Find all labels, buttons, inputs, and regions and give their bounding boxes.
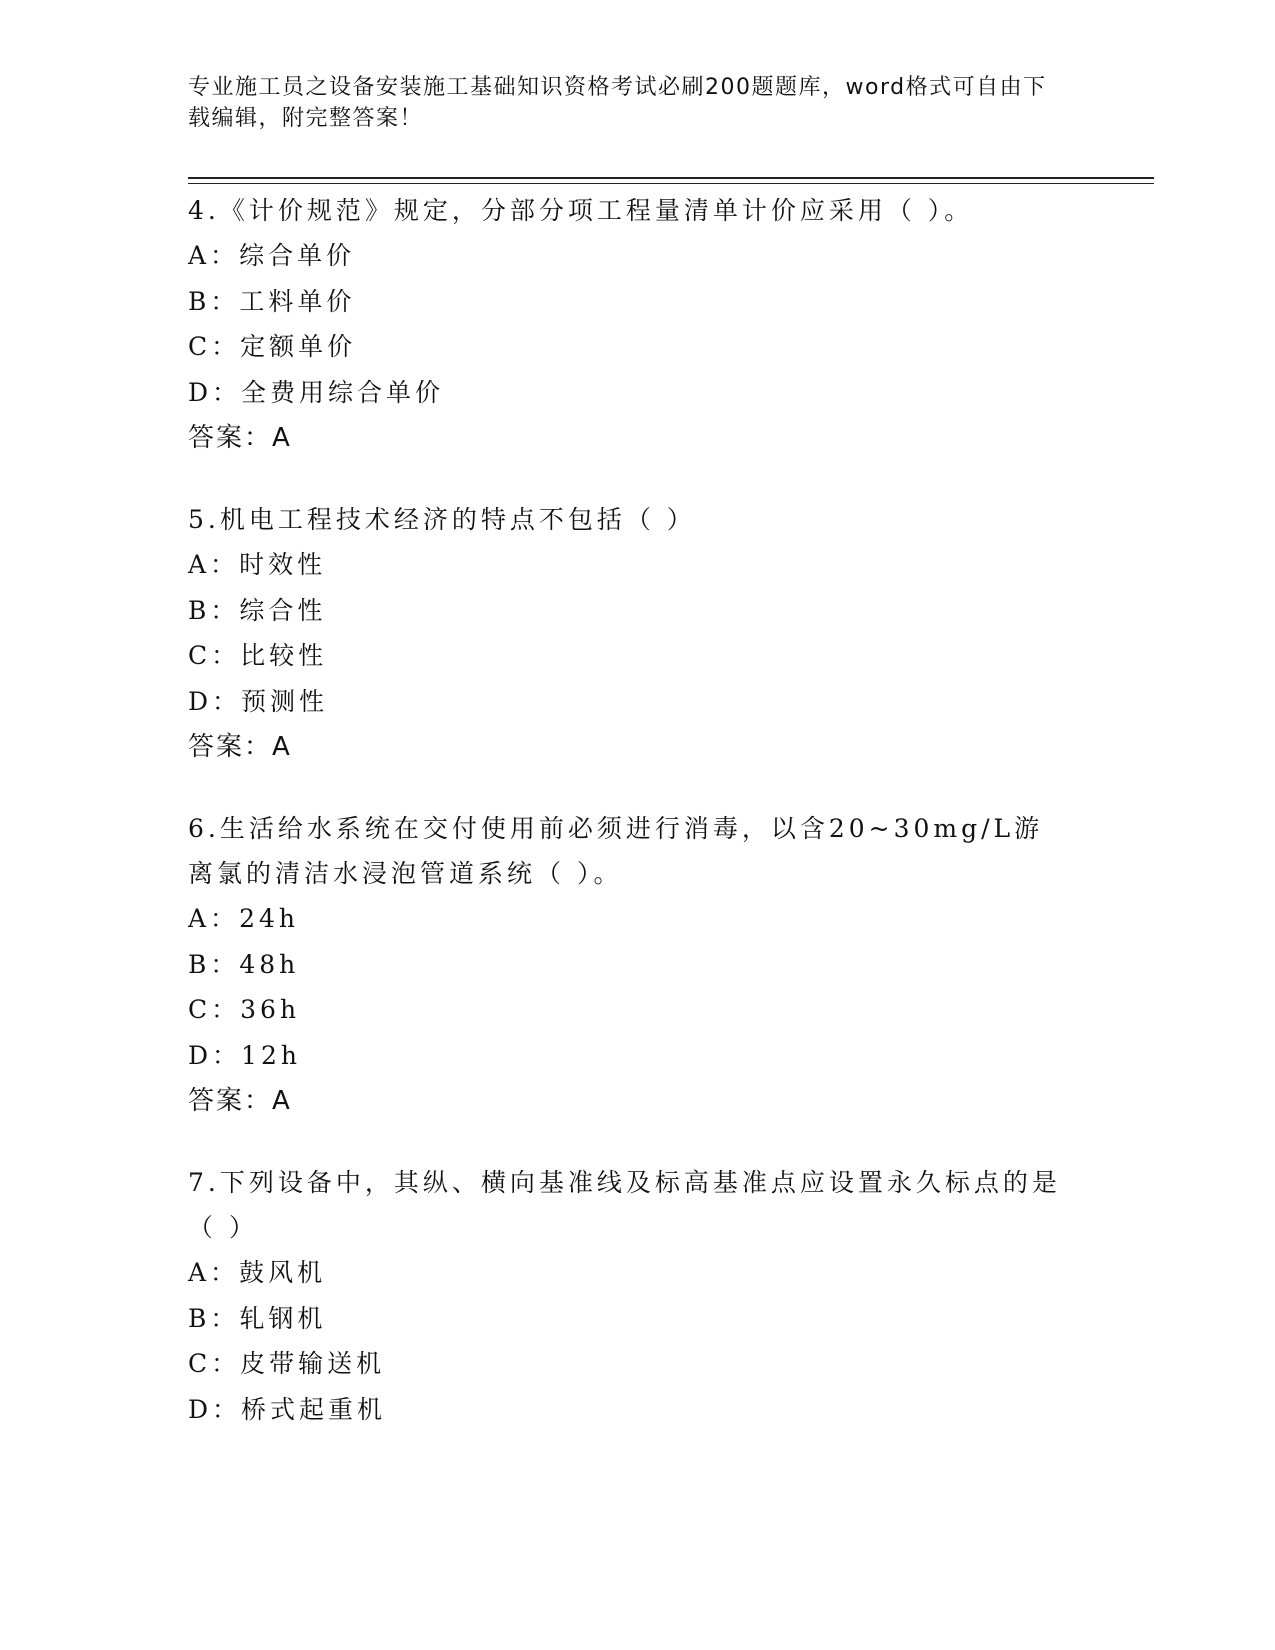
option-text: 12h xyxy=(241,1040,301,1070)
option-letter: C： xyxy=(188,1349,241,1378)
option-text: 比较性 xyxy=(240,641,328,670)
question-stem: 7.下列设备中，其纵、横向基准线及标高基准点应设置永久标点的是（ ） xyxy=(188,1168,1061,1242)
option-c xyxy=(188,633,1068,679)
option-b xyxy=(188,279,1068,325)
option-letter: D： xyxy=(188,1394,242,1424)
question-stem: 5.机电工程技术经济的特点不包括（ ） xyxy=(188,505,696,534)
option-text: 24h xyxy=(239,904,299,933)
option-b xyxy=(188,942,1068,988)
question-stem: 4.《计价规范》规定，分部分项工程量清单计价应采用（ ）。 xyxy=(188,196,974,225)
option-letter: D： xyxy=(188,377,242,407)
header-divider-thick xyxy=(188,177,1154,179)
option-b xyxy=(188,588,1068,634)
document-header: 专业施工员之设备安装施工基础知识资格考试必刷200题题库，word格式可自由下载编辑，附完整答案！ xyxy=(188,75,1047,131)
question-item xyxy=(188,806,1068,1124)
option-text: 皮带输送机 xyxy=(240,1349,386,1378)
option-letter: C： xyxy=(188,641,241,670)
option-letter: A： xyxy=(188,1258,240,1287)
option-d xyxy=(188,679,1068,725)
question-item xyxy=(188,188,1068,461)
option-letter: B： xyxy=(188,1303,240,1333)
option-letter: A： xyxy=(188,241,240,270)
option-text: 48h xyxy=(239,949,300,979)
option-d xyxy=(188,370,1068,416)
option-letter: A： xyxy=(188,550,240,579)
option-letter: C： xyxy=(188,995,241,1024)
option-letter: A： xyxy=(188,904,240,933)
question-list xyxy=(188,188,1068,1468)
option-c xyxy=(188,324,1068,370)
option-c xyxy=(188,987,1068,1033)
option-text: 综合性 xyxy=(239,595,327,625)
question-item xyxy=(188,1160,1068,1432)
option-d xyxy=(188,1387,1068,1433)
option-letter: D： xyxy=(188,686,242,716)
question-stem: 6.生活给水系统在交付使用前必须进行消毒，以含20~30mg/L游离氯的清洁水浸泡管道系统（ ）。 xyxy=(188,814,1044,888)
option-a xyxy=(188,233,1068,279)
option-text: 定额单价 xyxy=(240,332,357,361)
option-text: 时效性 xyxy=(239,550,327,579)
question-item xyxy=(188,497,1068,770)
option-a xyxy=(188,896,1068,942)
option-text: 工料单价 xyxy=(239,286,356,316)
option-letter: B： xyxy=(188,286,240,316)
option-text: 轧钢机 xyxy=(239,1303,327,1333)
option-text: 36h xyxy=(240,995,301,1024)
option-text: 预测性 xyxy=(241,686,329,716)
option-a xyxy=(188,1250,1068,1296)
answer-line: 答案：A xyxy=(188,423,292,453)
option-b xyxy=(188,1296,1068,1342)
option-letter: D： xyxy=(188,1040,242,1070)
answer-line: 答案：A xyxy=(188,732,292,762)
option-letter: C： xyxy=(188,332,241,361)
option-letter: B： xyxy=(188,595,240,625)
option-text: 全费用综合单价 xyxy=(241,377,445,407)
option-text: 桥式起重机 xyxy=(241,1394,387,1424)
option-d xyxy=(188,1033,1068,1079)
option-text: 鼓风机 xyxy=(239,1258,327,1287)
answer-line: 答案：A xyxy=(188,1086,292,1116)
header-divider-thin xyxy=(188,183,1154,184)
option-letter: B： xyxy=(188,949,240,979)
option-c xyxy=(188,1341,1068,1387)
option-a xyxy=(188,542,1068,588)
option-text: 综合单价 xyxy=(239,241,356,270)
